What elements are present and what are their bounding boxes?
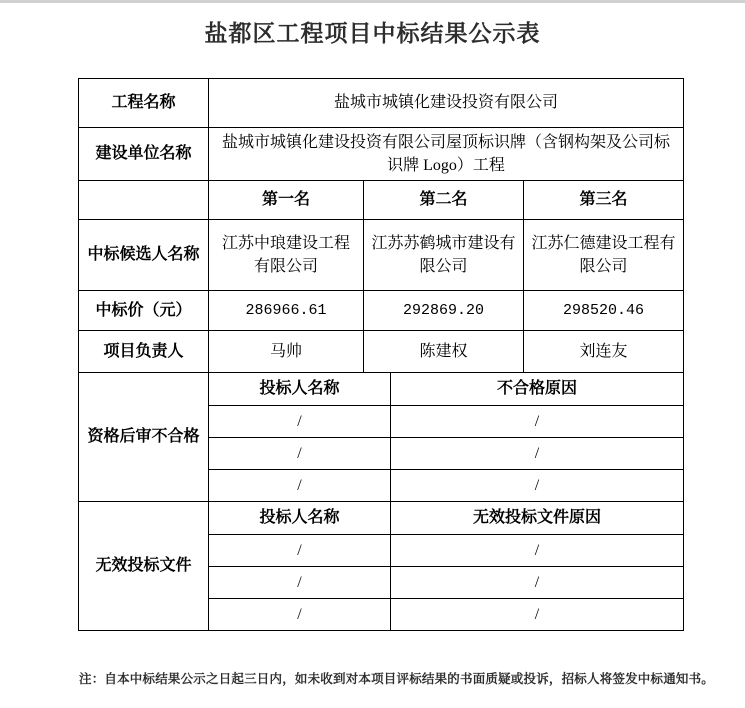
project-name-value-cell: 盐城市城镇化建设投资有限公司 (209, 79, 684, 128)
top-divider (0, 0, 745, 3)
invalid-reason-cell: / (391, 599, 684, 631)
project-leader-cell: 陈建权 (364, 331, 524, 373)
invalid-header-reason-cell: 无效投标文件原因 (391, 502, 684, 535)
pq-header-reason-cell: 不合格原因 (391, 373, 684, 406)
project-leader-cell: 马帅 (209, 331, 364, 373)
invalid-reason-cell: / (391, 535, 684, 567)
pq-bidder-cell: / (209, 470, 391, 502)
table-row-project-name (79, 79, 684, 128)
bid-result-table (78, 78, 684, 631)
rank-header-spacer-cell (79, 181, 209, 220)
page-title: 盐都区工程项目中标结果公示表 (204, 21, 541, 46)
table-row-project-leader (79, 331, 684, 373)
invalid-bidder-cell: / (209, 599, 391, 631)
invalid-bidder-cell: / (209, 567, 391, 599)
table-row-bid-price (79, 291, 684, 331)
project-leader-cell: 刘连友 (524, 331, 684, 373)
bid-price-label-cell: 中标价（元） (79, 291, 209, 331)
owner-name-label-cell: 建设单位名称 (79, 128, 209, 181)
pq-section-label-cell: 资格后审不合格 (79, 373, 209, 502)
pq-reason-cell: / (391, 438, 684, 470)
pq-header-bidder-cell: 投标人名称 (209, 373, 391, 406)
bid-price-cell: 286966.61 (209, 291, 364, 331)
candidates-label-cell: 中标候选人名称 (79, 220, 209, 291)
table-row-rank-headers (79, 181, 684, 220)
invalid-section-label-cell: 无效投标文件 (79, 502, 209, 631)
invalid-header-bidder-cell: 投标人名称 (209, 502, 391, 535)
pq-reason-cell: / (391, 406, 684, 438)
bid-price-cell: 298520.46 (524, 291, 684, 331)
project-leader-label-cell: 项目负责人 (79, 331, 209, 373)
footer-note: 注：自本中标结果公示之日起三日内，如未收到对本项目评标结果的书面质疑或投诉，招标人将签发中标通知书。 (79, 672, 715, 686)
invalid-reason-cell: / (391, 567, 684, 599)
owner-name-value-cell: 盐城市城镇化建设投资有限公司屋顶标识牌（含钢构架及公司标识牌 Logo）工程 (209, 128, 684, 181)
pq-bidder-cell: / (209, 438, 391, 470)
table-row-pq-header (79, 373, 684, 406)
table-row-invalid-header (79, 502, 684, 535)
candidate-name-cell: 江苏中琅建设工程有限公司 (209, 220, 364, 291)
pq-bidder-cell: / (209, 406, 391, 438)
pq-reason-cell: / (391, 470, 684, 502)
rank-header-second-cell: 第二名 (364, 181, 524, 220)
candidate-name-cell: 江苏苏鹤城市建设有限公司 (364, 220, 524, 291)
table-row-owner-name (79, 128, 684, 181)
invalid-bidder-cell: / (209, 535, 391, 567)
bid-price-cell: 292869.20 (364, 291, 524, 331)
candidate-name-cell: 江苏仁德建设工程有限公司 (524, 220, 684, 291)
rank-header-first-cell: 第一名 (209, 181, 364, 220)
project-name-label-cell: 工程名称 (79, 79, 209, 128)
rank-header-third-cell: 第三名 (524, 181, 684, 220)
table-row-candidates (79, 220, 684, 291)
